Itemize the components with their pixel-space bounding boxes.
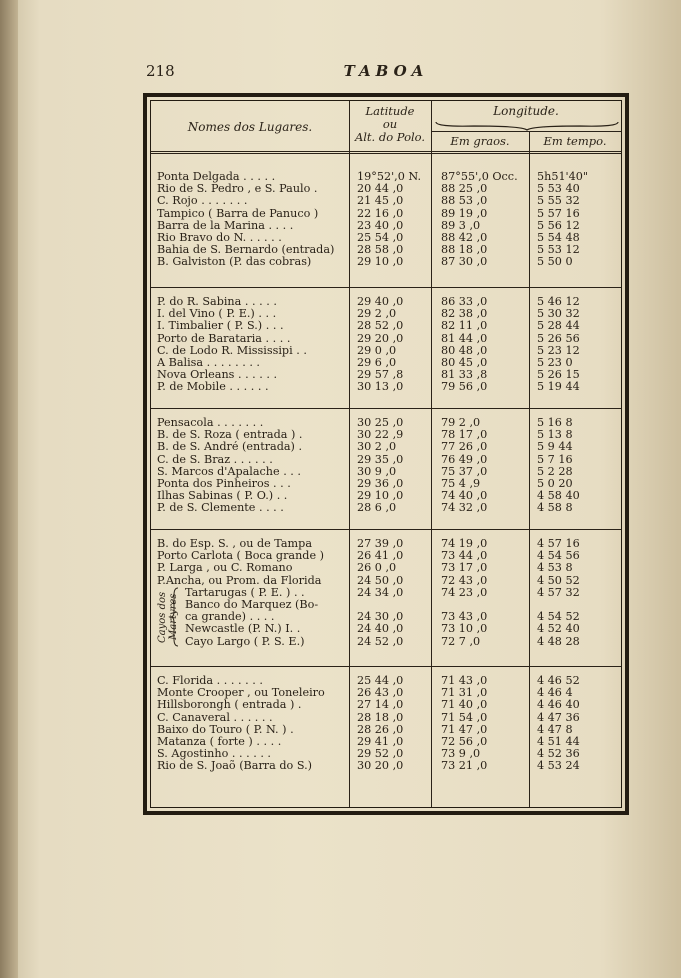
table-row xyxy=(151,712,621,724)
section-rule xyxy=(151,408,621,409)
latitude-value: 29 0 ,0 xyxy=(357,343,397,357)
place-name: B. de S. André (entrada) . xyxy=(157,441,303,454)
longitude-time: 5 0 20 xyxy=(537,477,573,490)
longitude-time: 4 46 52 xyxy=(537,674,580,687)
longitude-time: 4 52 36 xyxy=(537,747,580,761)
longitude-time: 4 47 8 xyxy=(537,722,573,736)
place-name: C. Rojo . . . . . . . xyxy=(157,195,248,208)
place-name: B. de S. Roza ( entrada ) . xyxy=(157,429,303,442)
longitude-degrees: 88 53 ,0 xyxy=(441,194,488,208)
table-row xyxy=(151,417,621,429)
book-binding-shadow xyxy=(0,0,18,978)
header-latitude-2: ou xyxy=(382,117,398,131)
longitude-time: 5 57 16 xyxy=(537,206,580,220)
longitude-degrees: 78 17 ,0 xyxy=(441,428,488,442)
longitude-time: 5 46 12 xyxy=(537,295,580,308)
place-name: Newcastle (P. N.) I. . xyxy=(185,623,301,636)
place-name: Tartarugas ( P. E. ) . . xyxy=(185,586,305,599)
longitude-time: 4 51 44 xyxy=(537,735,580,748)
place-name: Ponta Delgada . . . . . xyxy=(157,171,276,183)
longitude-degrees: 82 11 ,0 xyxy=(441,319,488,333)
longitude-degrees: 82 38 ,0 xyxy=(441,307,488,321)
table-row xyxy=(151,429,621,441)
table-row xyxy=(151,611,621,623)
longitude-degrees: 80 48 ,0 xyxy=(441,343,488,357)
latitude-value: 28 6 ,0 xyxy=(357,501,397,515)
longitude-degrees: 89 19 ,0 xyxy=(441,206,488,220)
table-row xyxy=(151,748,621,760)
place-name: Pensacola . . . . . . . xyxy=(157,417,264,429)
longitude-degrees: 71 47 ,0 xyxy=(441,722,488,736)
table-row xyxy=(151,490,621,502)
table-row xyxy=(151,381,621,393)
header-latitude-1: Latitude xyxy=(365,104,415,118)
place-name: Rio de S. Joaõ (Barra do S.) xyxy=(157,760,313,773)
longitude-degrees: 73 43 ,0 xyxy=(441,610,488,624)
latitude-value: 24 40 ,0 xyxy=(357,622,404,636)
table-row xyxy=(151,171,621,183)
latitude-value: 27 14 ,0 xyxy=(357,698,404,712)
longitude-time: 5 23 12 xyxy=(537,343,580,357)
longitude-time: 4 50 52 xyxy=(537,573,580,587)
longitude-subheader-rule xyxy=(431,131,621,132)
latitude-value: 29 2 ,0 xyxy=(357,307,397,321)
section-rule xyxy=(151,287,621,288)
page-header xyxy=(146,62,626,86)
longitude-time: 5 19 44 xyxy=(537,380,580,394)
longitude-degrees: 88 42 ,0 xyxy=(441,231,488,244)
place-name: Rio Bravo do N. . . . . . xyxy=(157,232,282,244)
longitude-time: 4 53 24 xyxy=(537,759,580,773)
place-name: Matanza ( forte ) . . . . xyxy=(157,736,282,748)
table-row xyxy=(151,208,621,220)
place-name: C. Florida . . . . . . . xyxy=(157,675,263,687)
longitude-time: 5 28 44 xyxy=(537,319,580,333)
place-name: Baixo do Touro ( P. N. ) . xyxy=(157,723,294,736)
header-degrees: Em graos. xyxy=(450,134,510,148)
longitude-time: 5 30 32 xyxy=(537,307,580,321)
longitude-time: 5 54 48 xyxy=(537,231,580,244)
longitude-time: 5h51'40" xyxy=(537,170,589,183)
latitude-value: 29 40 ,0 xyxy=(357,295,404,308)
place-name: B. do Esp. S. , ou de Tampa xyxy=(157,538,312,550)
place-name: I. Timbalier ( P. S.) . . . xyxy=(157,320,284,333)
place-name: C. Canaveral . . . . . . xyxy=(157,711,273,724)
table-row xyxy=(151,562,621,574)
coordinates-table xyxy=(143,93,629,815)
longitude-degrees: 72 56 ,0 xyxy=(441,735,488,748)
latitude-value: 30 9 ,0 xyxy=(357,464,397,478)
place-name: Banco do Marquez (Bo- xyxy=(185,599,319,611)
table-row xyxy=(151,466,621,478)
latitude-value: 28 52 ,0 xyxy=(357,319,404,333)
latitude-value: 30 25 ,0 xyxy=(357,416,404,429)
table-row xyxy=(151,736,621,748)
longitude-time: 4 47 36 xyxy=(537,710,580,724)
longitude-degrees: 75 4 ,9 xyxy=(441,477,481,490)
latitude-value: 25 54 ,0 xyxy=(357,231,404,244)
table-row xyxy=(151,538,621,550)
table-row xyxy=(151,575,621,587)
latitude-value: 29 41 ,0 xyxy=(357,735,404,748)
longitude-time: 4 57 16 xyxy=(537,537,580,550)
place-name: P. do R. Sabina . . . . . xyxy=(157,296,277,308)
latitude-value: 30 22 ,9 xyxy=(357,428,404,442)
place-name: C. de Lodo R. Mississipi . . xyxy=(157,344,307,357)
longitude-time: 5 2 28 xyxy=(537,464,573,478)
table-row xyxy=(151,454,621,466)
longitude-time: 5 56 12 xyxy=(537,218,580,232)
latitude-value: 28 58 ,0 xyxy=(357,243,404,257)
running-title: TABOA xyxy=(343,62,429,80)
table-row xyxy=(151,220,621,232)
latitude-value: 20 44 ,0 xyxy=(357,182,404,196)
longitude-time: 5 16 8 xyxy=(537,416,573,429)
table-row xyxy=(151,724,621,736)
longitude-degrees: 74 19 ,0 xyxy=(441,537,488,550)
table-row xyxy=(151,333,621,345)
latitude-value: 28 18 ,0 xyxy=(357,710,404,724)
longitude-degrees: 72 7 ,0 xyxy=(441,634,481,648)
latitude-value: 19°52',0 N. xyxy=(357,170,421,183)
table-row xyxy=(151,687,621,699)
longitude-degrees: 80 45 ,0 xyxy=(441,356,488,369)
page-number: 218 xyxy=(146,62,175,80)
table-row xyxy=(151,587,621,599)
longitude-time: 4 46 40 xyxy=(537,698,580,712)
longitude-degrees: 73 44 ,0 xyxy=(441,549,488,563)
latitude-value: 29 57 ,8 xyxy=(357,368,404,382)
latitude-value: 26 0 ,0 xyxy=(357,561,397,575)
place-name: Ilhas Sabinas ( P. O.) . . xyxy=(157,490,288,503)
latitude-value: 25 44 ,0 xyxy=(357,674,404,687)
longitude-time: 4 53 8 xyxy=(537,561,573,575)
place-name: Hillsborongh ( entrada ) . xyxy=(157,699,302,712)
header-longitude: Longitude. xyxy=(493,104,559,118)
header-time: Em tempo. xyxy=(543,134,607,148)
place-name: Tampico ( Barra de Panuco ) xyxy=(157,207,319,220)
longitude-degrees: 73 17 ,0 xyxy=(441,561,488,575)
latitude-value: 30 20 ,0 xyxy=(357,759,404,773)
longitude-degrees: 71 54 ,0 xyxy=(441,710,488,724)
place-name: Ponta dos Pinheiros . . . xyxy=(157,478,291,490)
place-name: Nova Orleans . . . . . . xyxy=(157,369,278,382)
place-name: P.Ancha, ou Prom. da Florida xyxy=(157,574,322,587)
longitude-brace-icon xyxy=(434,121,620,131)
table-row xyxy=(151,599,621,611)
latitude-value: 29 10 ,0 xyxy=(357,255,404,269)
table-row xyxy=(151,195,621,207)
table-row xyxy=(151,699,621,711)
place-name: I. del Vino ( P. E.) . . . xyxy=(157,308,277,321)
longitude-degrees: 71 31 ,0 xyxy=(441,686,488,700)
longitude-time: 5 23 0 xyxy=(537,356,573,369)
longitude-degrees: 79 2 ,0 xyxy=(441,416,481,429)
table-row xyxy=(151,623,621,635)
longitude-time: 5 26 56 xyxy=(537,331,580,345)
cayos-brace-icon xyxy=(171,587,179,647)
latitude-value: 26 41 ,0 xyxy=(357,549,404,563)
longitude-degrees: 74 32 ,0 xyxy=(441,501,488,515)
latitude-value: 29 35 ,0 xyxy=(357,452,404,466)
header-rule xyxy=(151,151,621,154)
latitude-value: 30 2 ,0 xyxy=(357,440,397,454)
longitude-degrees: 86 33 ,0 xyxy=(441,295,488,308)
place-name: S. Marcos d'Apalache . . . xyxy=(157,465,301,478)
latitude-value: 24 30 ,0 xyxy=(357,610,404,624)
place-name: P. Larga , ou C. Romano xyxy=(157,562,293,575)
longitude-degrees: 73 10 ,0 xyxy=(441,622,488,636)
place-name: B. Galviston (P. das cobras) xyxy=(157,256,312,269)
longitude-degrees: 89 3 ,0 xyxy=(441,218,481,232)
table-row xyxy=(151,369,621,381)
latitude-value: 29 52 ,0 xyxy=(357,747,404,761)
longitude-degrees: 81 44 ,0 xyxy=(441,331,488,345)
table-row xyxy=(151,308,621,320)
table-row xyxy=(151,550,621,562)
section-rule xyxy=(151,529,621,530)
table-row xyxy=(151,502,621,514)
longitude-degrees: 75 37 ,0 xyxy=(441,464,488,478)
longitude-degrees: 77 26 ,0 xyxy=(441,440,488,454)
longitude-time: 4 52 40 xyxy=(537,622,580,636)
place-name: Cayo Largo ( P. S. E.) xyxy=(185,635,305,648)
place-name: Barra de la Marina . . . . xyxy=(157,219,294,232)
longitude-degrees: 73 9 ,0 xyxy=(441,747,481,761)
latitude-value: 23 40 ,0 xyxy=(357,218,404,232)
longitude-time: 4 54 56 xyxy=(537,549,580,563)
longitude-time: 5 55 32 xyxy=(537,194,580,208)
longitude-time: 5 53 40 xyxy=(537,182,580,196)
longitude-time: 4 57 32 xyxy=(537,585,580,599)
longitude-time: 5 13 8 xyxy=(537,428,573,442)
table-row xyxy=(151,296,621,308)
table-row xyxy=(151,320,621,332)
place-name: Rio de S. Pedro , e S. Paulo . xyxy=(157,183,318,196)
section-rule xyxy=(151,666,621,667)
latitude-value: 29 6 ,0 xyxy=(357,356,397,369)
latitude-value: 24 50 ,0 xyxy=(357,573,404,587)
longitude-degrees: 87 30 ,0 xyxy=(441,255,488,269)
table-row xyxy=(151,760,621,772)
longitude-degrees: 74 40 ,0 xyxy=(441,489,488,503)
place-name: P. de Mobile . . . . . . xyxy=(157,381,269,394)
latitude-value: 29 20 ,0 xyxy=(357,331,404,345)
longitude-degrees: 81 33 ,8 xyxy=(441,368,488,382)
longitude-degrees: 88 18 ,0 xyxy=(441,243,488,257)
place-name: C. de S. Braz . . . . . . xyxy=(157,453,273,466)
latitude-value: 27 39 ,0 xyxy=(357,537,404,550)
place-name: Porto de Barataria . . . . xyxy=(157,332,291,345)
header-place-names: Nomes dos Lugares. xyxy=(187,120,313,134)
longitude-time: 5 50 0 xyxy=(537,255,573,269)
table-row xyxy=(151,357,621,369)
longitude-time: 5 53 12 xyxy=(537,243,580,257)
table-inner-border xyxy=(150,100,622,808)
longitude-degrees: 87°55',0 Occ. xyxy=(441,170,518,183)
longitude-degrees: 71 43 ,0 xyxy=(441,674,488,687)
latitude-value: 26 43 ,0 xyxy=(357,686,404,700)
place-name: P. de S. Clemente . . . . xyxy=(157,502,284,515)
longitude-time: 5 26 15 xyxy=(537,368,580,382)
latitude-value: 22 16 ,0 xyxy=(357,206,404,220)
longitude-time: 4 46 4 xyxy=(537,686,573,700)
place-name: Monte Crooper , ou Toneleiro xyxy=(157,687,325,700)
table-row xyxy=(151,478,621,490)
longitude-degrees: 76 49 ,0 xyxy=(441,452,488,466)
table-row xyxy=(151,232,621,244)
latitude-value: 29 36 ,0 xyxy=(357,477,404,490)
place-name: S. Agostinho . . . . . . xyxy=(157,748,271,761)
longitude-degrees: 79 56 ,0 xyxy=(441,380,488,394)
longitude-time: 4 48 28 xyxy=(537,634,580,648)
longitude-degrees: 88 25 ,0 xyxy=(441,182,488,196)
place-name: Bahia de S. Bernardo (entrada) xyxy=(157,244,335,257)
table-row xyxy=(151,244,621,256)
header-latitude-3: Alt. do Polo. xyxy=(354,130,426,144)
latitude-value: 28 26 ,0 xyxy=(357,722,404,736)
latitude-value: 24 34 ,0 xyxy=(357,585,404,599)
longitude-time: 5 7 16 xyxy=(537,452,573,466)
place-name: A Balisa . . . . . . . . xyxy=(157,357,260,369)
longitude-degrees: 73 21 ,0 xyxy=(441,759,488,773)
longitude-degrees: 74 23 ,0 xyxy=(441,585,488,599)
latitude-value: 29 10 ,0 xyxy=(357,489,404,503)
table-row xyxy=(151,345,621,357)
place-name: ca grande) . . . . xyxy=(185,611,275,624)
table-row xyxy=(151,183,621,195)
latitude-value: 21 45 ,0 xyxy=(357,194,404,208)
cayos-group-label: Cayos dos Martyres xyxy=(157,591,179,643)
longitude-time: 4 58 40 xyxy=(537,489,580,503)
latitude-value: 30 13 ,0 xyxy=(357,380,404,394)
table-row xyxy=(151,675,621,687)
place-name: Porto Carlota ( Boca grande ) xyxy=(157,550,325,563)
longitude-degrees: 71 40 ,0 xyxy=(441,698,488,712)
latitude-value: 24 52 ,0 xyxy=(357,634,404,648)
longitude-time: 5 9 44 xyxy=(537,440,573,454)
longitude-degrees: 72 43 ,0 xyxy=(441,573,488,587)
longitude-time: 4 58 8 xyxy=(537,501,573,515)
longitude-time: 4 54 52 xyxy=(537,610,580,624)
table-row xyxy=(151,441,621,453)
table-row xyxy=(151,636,621,648)
table-row xyxy=(151,256,621,268)
